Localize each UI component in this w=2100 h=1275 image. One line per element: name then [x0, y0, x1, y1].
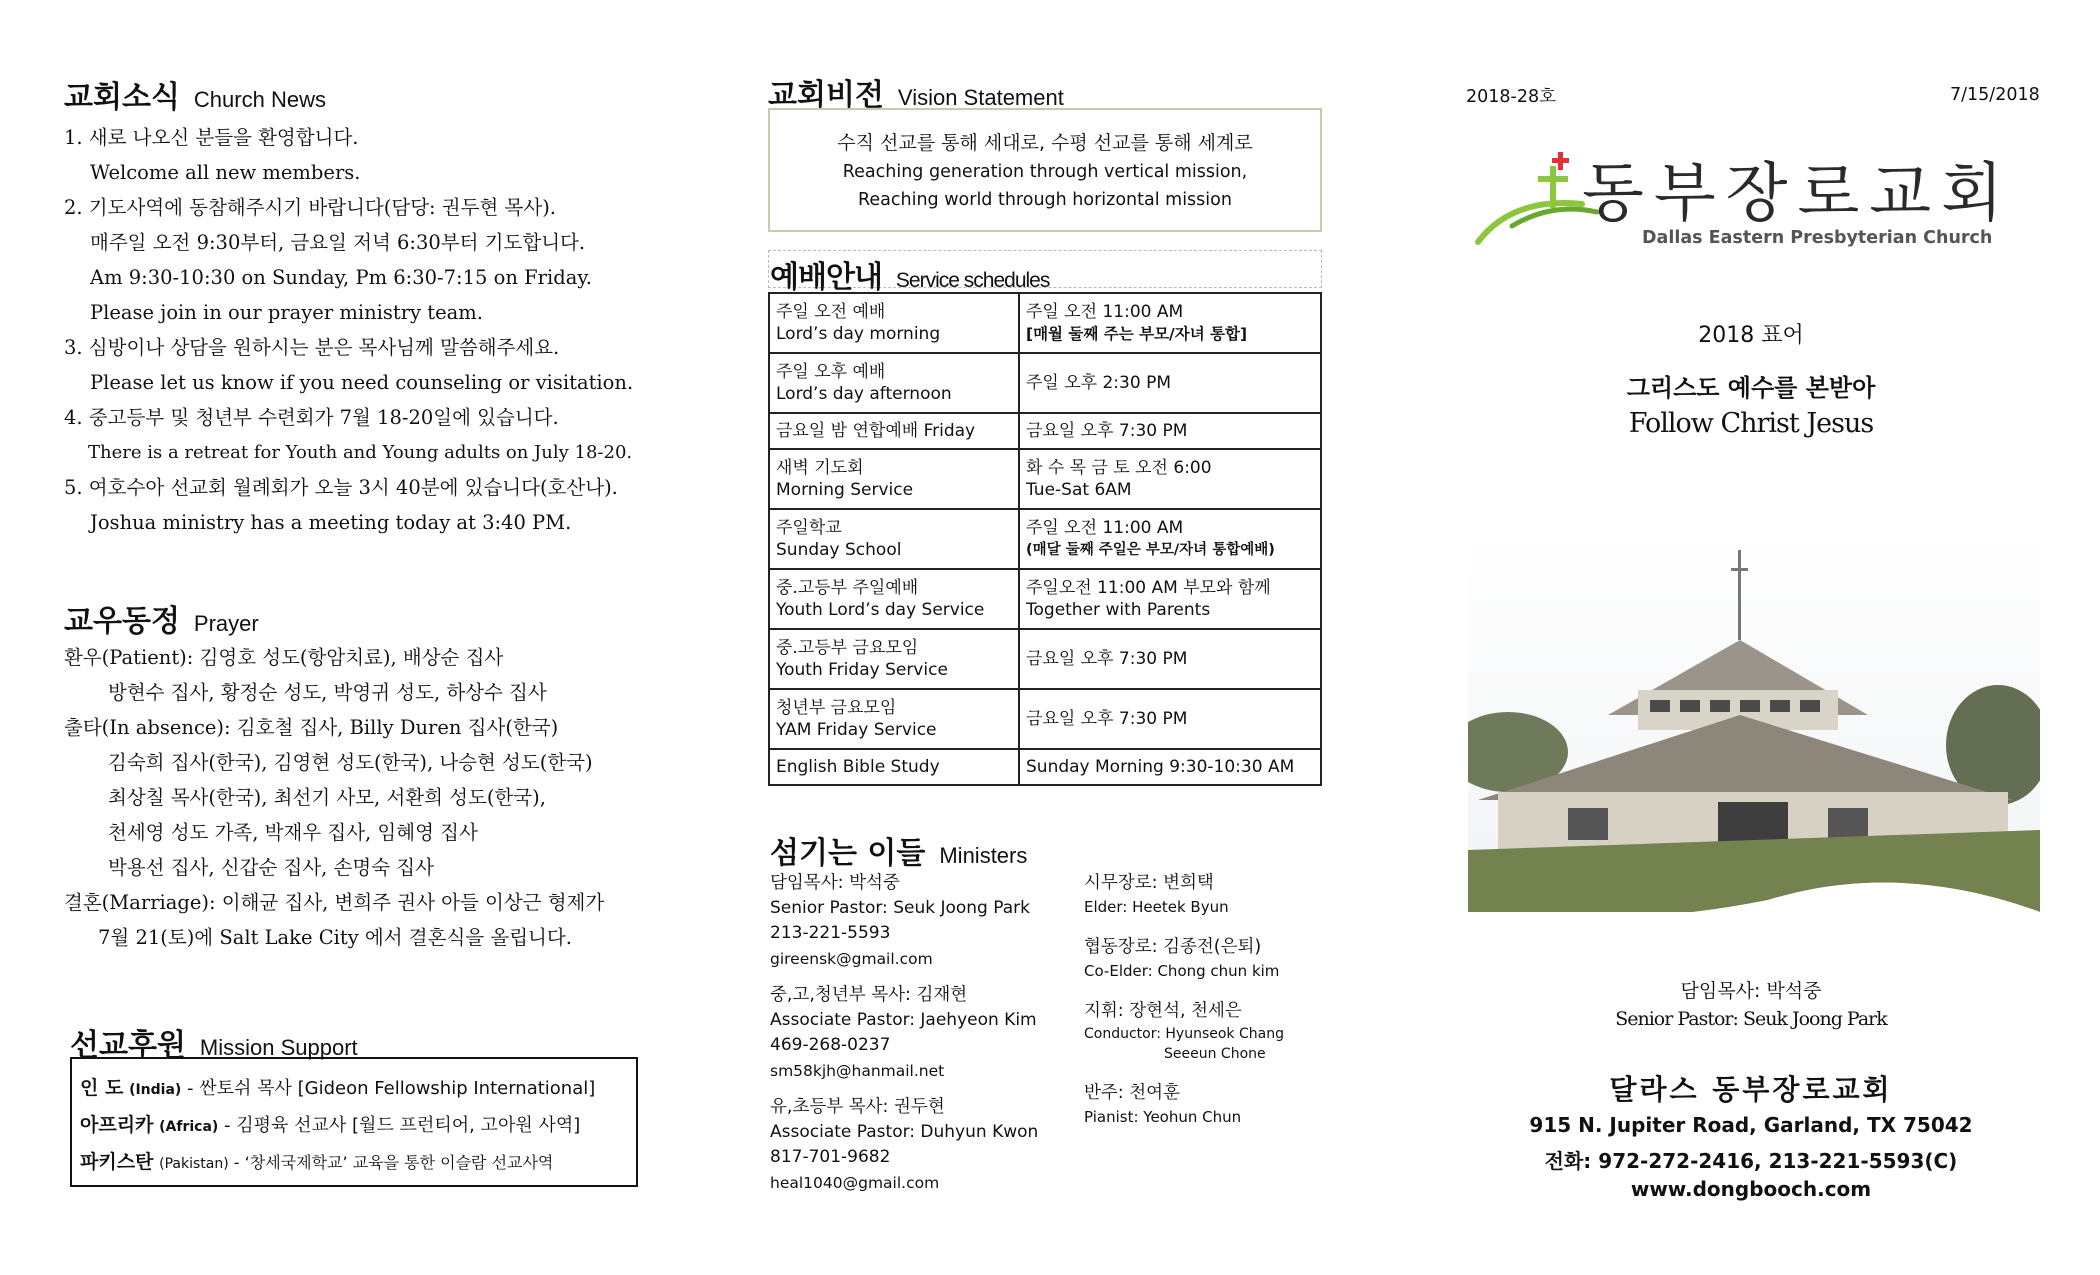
service-note: Tue-Sat 6AM	[1026, 480, 1132, 500]
issue-number: 2018-28호	[1466, 87, 1557, 107]
mission-country: 파키스탄	[80, 1151, 154, 1173]
service-name-cell	[769, 353, 1019, 413]
minister-entry	[770, 982, 1090, 1084]
minister-phone: 817-701-9682	[770, 1147, 891, 1167]
table-row	[769, 413, 1321, 449]
news-line: 5. 여호수아 선교회 월례회가 오늘 3시 40분에 있습니다(호산나).	[64, 476, 618, 499]
minister-title: 유,초등부 목사: 권두현	[770, 1097, 945, 1117]
service-name-cell	[769, 629, 1019, 689]
service-name-cell	[769, 449, 1019, 509]
logo-name-en: Dallas Eastern Presbyterian Church	[1642, 228, 1993, 248]
service-name-en: Lord’s day morning	[776, 324, 941, 344]
church-name: 달라스 동부장로교회	[1609, 1073, 1893, 1106]
minister-name-en: Seeeun Chone	[1164, 1046, 1266, 1062]
service-time-cell	[1019, 569, 1321, 629]
table-row	[769, 749, 1321, 785]
mission-support-box	[70, 1057, 638, 1187]
service-name-ko: 주일 오후 예배	[776, 362, 886, 382]
minister-name-en: Associate Pastor: Duhyun Kwon	[770, 1122, 1039, 1142]
table-row	[769, 353, 1321, 413]
vision-statement-box	[768, 108, 1322, 232]
minister-name-en: Associate Pastor: Jaehyeon Kim	[770, 1010, 1037, 1030]
minister-title: 지휘: 장현석, 천세은	[1084, 1001, 1242, 1021]
church-news-heading-en: Church News	[193, 87, 326, 112]
mission-item	[80, 1145, 628, 1182]
table-row	[769, 629, 1321, 689]
news-line: Am 9:30-10:30 on Sunday, Pm 6:30-7:15 on Friday.	[90, 266, 592, 289]
service-time-cell	[1019, 413, 1321, 449]
minister-name-en: Elder: Heetek Byun	[1084, 898, 1229, 916]
service-time-cell	[1019, 449, 1321, 509]
prayer-heading	[64, 596, 259, 640]
minister-title: 반주: 천여훈	[1084, 1083, 1180, 1103]
minister-entry	[1084, 870, 1344, 918]
minister-name-en: Senior Pastor: Seuk Joong Park	[770, 898, 1030, 918]
minister-email[interactable]: gireensk@gmail.com	[770, 950, 933, 968]
vision-heading-en: Vision Statement	[897, 85, 1064, 110]
mission-country-en: (India)	[129, 1082, 182, 1098]
service-name-en: Morning Service	[776, 480, 914, 500]
service-time-cell	[1019, 293, 1321, 353]
minister-entry	[770, 1094, 1090, 1196]
prayer-line: 박용선 집사, 신갑순 집사, 손명숙 집사	[108, 856, 434, 879]
church-logo	[1472, 142, 2013, 252]
service-time: 주일 오전 11:00 AM	[1026, 518, 1184, 538]
news-line: 매주일 오전 9:30부터, 금요일 저녁 6:30부터 기도합니다.	[90, 231, 586, 254]
service-time-cell	[1019, 353, 1321, 413]
table-row	[769, 449, 1321, 509]
ministers-heading-en: Ministers	[939, 843, 1028, 868]
minister-email[interactable]: heal1040@gmail.com	[770, 1174, 940, 1192]
pastor-label-en: Senior Pastor: Seuk Joong Park	[1615, 1008, 1887, 1030]
service-name-ko: 중.고등부 금요모임	[776, 638, 919, 658]
service-name-en: Sunday School	[776, 540, 902, 560]
mission-heading-ko: 선교후원	[70, 1028, 186, 1063]
news-line: 1. 새로 나오신 분들을 환영합니다.	[64, 126, 359, 149]
mission-country-en: (Pakistan)	[159, 1156, 229, 1172]
service-time: 주일 오전 11:00 AM	[1026, 302, 1184, 322]
mission-country: 인 도	[80, 1077, 124, 1099]
mission-heading-en: Mission Support	[199, 1035, 358, 1060]
news-line: Joshua ministry has a meeting today at 3:40 PM.	[90, 511, 572, 534]
news-line: There is a retreat for Youth and Young adults on July 18-20.	[88, 442, 633, 463]
service-time: 주일 오후 2:30 PM	[1026, 373, 1171, 393]
vision-ko: 수직 선교를 통해 세대로, 수평 선교를 통해 세계로	[837, 132, 1253, 154]
service-schedule-table	[768, 292, 1322, 786]
service-name-ko: 주일학교	[776, 518, 842, 538]
ministers-heading-ko: 섬기는 이들	[770, 836, 926, 871]
news-line: Please join in our prayer ministry team.	[90, 301, 483, 324]
service-name-cell	[769, 509, 1019, 569]
vision-en-line1: Reaching generation through vertical mission,	[842, 162, 1248, 182]
minister-email[interactable]: sm58kjh@hanmail.net	[770, 1062, 945, 1080]
prayer-line: 7월 21(토)에 Salt Lake City 에서 결혼식을 올립니다.	[98, 926, 572, 949]
mission-desc: - 김평육 선교사 [월드 프런티어, 고아원 사역]	[218, 1115, 581, 1136]
prayer-heading-ko: 교우동정	[64, 604, 180, 639]
motto-ko: 그리스도 예수를 본받아	[1626, 374, 1876, 402]
service-name-cell	[769, 293, 1019, 353]
year-motto-label: 2018 표어	[1698, 323, 1804, 348]
service-time-cell	[1019, 749, 1321, 785]
minister-entry	[1084, 934, 1344, 982]
service-note: [매월 둘째 주는 부모/자녀 통합]	[1026, 325, 1248, 343]
service-name-ko: 주일 오전 예배	[776, 302, 886, 322]
prayer-line: 방현수 집사, 황정순 성도, 박영귀 성도, 하상수 집사	[108, 681, 547, 704]
prayer-line: 환우(Patient): 김영호 성도(항암치료), 배상순 집사	[64, 646, 504, 669]
schedule-heading-ko: 예배안내	[770, 260, 882, 295]
minister-entry	[1084, 1080, 1344, 1128]
service-name-ko: 청년부 금요모임	[776, 698, 897, 718]
news-line: 4. 중고등부 및 청년부 수련회가 7월 18-20일에 있습니다.	[64, 406, 559, 429]
minister-title: 시무장로: 변희택	[1084, 873, 1214, 893]
news-line: Please let us know if you need counseling or visitation.	[90, 371, 634, 394]
prayer-list	[64, 640, 704, 955]
service-time: 금요일 오후 7:30 PM	[1026, 421, 1188, 441]
prayer-heading-en: Prayer	[193, 611, 259, 636]
minister-title: 협동장로: 김종전(은퇴)	[1084, 937, 1262, 957]
service-name-en: English Bible Study	[776, 757, 940, 777]
service-name-cell	[769, 569, 1019, 629]
service-name-cell	[769, 749, 1019, 785]
minister-name-en: Pianist: Yeohun Chun	[1084, 1108, 1242, 1126]
service-name-ko: 금요일 밤 연합예배 Friday	[776, 421, 976, 441]
ministers-heading	[770, 828, 1027, 872]
table-row	[769, 509, 1321, 569]
prayer-line: 천세영 성도 가족, 박재우 집사, 임혜영 집사	[108, 821, 478, 844]
prayer-line: 김숙희 집사(한국), 김영현 성도(한국), 나승현 성도(한국)	[108, 751, 593, 774]
minister-name-en: Conductor: Hyunseok Chang	[1084, 1026, 1284, 1042]
prayer-line: 결혼(Marriage): 이해균 집사, 변희주 권사 아들 이상근 형제가	[64, 891, 605, 914]
prayer-line: 출타(In absence): 김호철 집사, Billy Duren 집사(한국)	[64, 716, 559, 739]
service-name-en: Youth Lord’s day Service	[776, 600, 985, 620]
church-building-photo	[1468, 530, 2040, 912]
minister-phone: 469-268-0237	[770, 1035, 891, 1055]
minister-phone: 213-221-5593	[770, 923, 891, 943]
schedule-heading	[770, 252, 1049, 296]
mission-desc: - 싼토쉬 목사 [Gideon Fellowship International]	[181, 1078, 596, 1099]
church-address: 915 N. Jupiter Road, Garland, TX 75042	[1529, 1113, 1973, 1137]
service-time: 화 수 목 금 토 오전 6:00	[1026, 458, 1212, 478]
mission-country: 아프리카	[80, 1114, 154, 1136]
news-line: 3. 심방이나 상담을 원하시는 분은 목사님께 말씀해주세요.	[64, 336, 560, 359]
service-time: Sunday Morning 9:30-10:30 AM	[1026, 757, 1295, 777]
service-name-ko: 중.고등부 주일예배	[776, 578, 919, 598]
service-note: (매달 둘째 주일은 부모/자녀 통합예배)	[1026, 542, 1275, 558]
minister-title: 담임목사: 박석중	[770, 873, 900, 893]
church-news-list	[64, 120, 704, 540]
service-time-cell	[1019, 689, 1321, 749]
prayer-line: 최상칠 목사(한국), 최선기 사모, 서환희 성도(한국),	[108, 786, 546, 809]
ministers-right-list	[1084, 870, 1344, 1138]
logo-name-ko: 동부장로교회	[1582, 157, 2013, 231]
service-name-en: Lord’s day afternoon	[776, 384, 952, 404]
vision-en-line2: Reaching world through horizontal mission	[858, 190, 1232, 210]
vision-heading-ko: 교회비전	[768, 78, 884, 113]
service-name-en: Youth Friday Service	[776, 660, 948, 680]
service-name-en: YAM Friday Service	[776, 720, 937, 740]
mission-desc: - ‘창세국제학교’ 교육을 통한 이슬람 선교사역	[228, 1153, 554, 1172]
service-name-cell	[769, 689, 1019, 749]
service-time: 금요일 오후 7:30 PM	[1026, 709, 1188, 729]
ministers-left-list	[770, 870, 1090, 1206]
minister-name-en: Co-Elder: Chong chun kim	[1084, 962, 1280, 980]
minister-entry	[1084, 998, 1344, 1064]
church-news-heading-ko: 교회소식	[64, 80, 180, 115]
minister-title: 중,고,청년부 목사: 김재현	[770, 985, 968, 1005]
table-row	[769, 689, 1321, 749]
church-phone: 전화: 972-272-2416, 213-221-5593(C)	[1544, 1149, 1958, 1173]
table-row	[769, 293, 1321, 353]
church-news-heading	[64, 72, 326, 116]
service-name-cell	[769, 413, 1019, 449]
table-row	[769, 569, 1321, 629]
mission-item	[80, 1108, 628, 1145]
mission-country-en: (Africa)	[159, 1119, 219, 1135]
church-website-link[interactable]: www.dongbooch.com	[1630, 1177, 1872, 1201]
service-time: 금요일 오후 7:30 PM	[1026, 649, 1188, 669]
service-time: 주일오전 11:00 AM 부모와 함께	[1026, 578, 1271, 598]
service-name-ko: 새벽 기도회	[776, 458, 864, 478]
news-line: 2. 기도사역에 동참해주시기 바랍니다(담당: 권두현 목사).	[64, 196, 556, 219]
schedule-heading-en: Service schedules	[895, 269, 1050, 292]
bulletin-date: 7/15/2018	[1950, 85, 2040, 105]
service-time-cell	[1019, 629, 1321, 689]
motto-en: Follow Christ Jesus	[1628, 408, 1874, 439]
minister-entry	[770, 870, 1090, 972]
news-line: Welcome all new members.	[90, 161, 361, 184]
pastor-label-ko: 담임목사: 박석중	[1680, 980, 1822, 1002]
mission-item	[80, 1071, 628, 1108]
service-note: Together with Parents	[1026, 600, 1211, 620]
service-time-cell	[1019, 509, 1321, 569]
